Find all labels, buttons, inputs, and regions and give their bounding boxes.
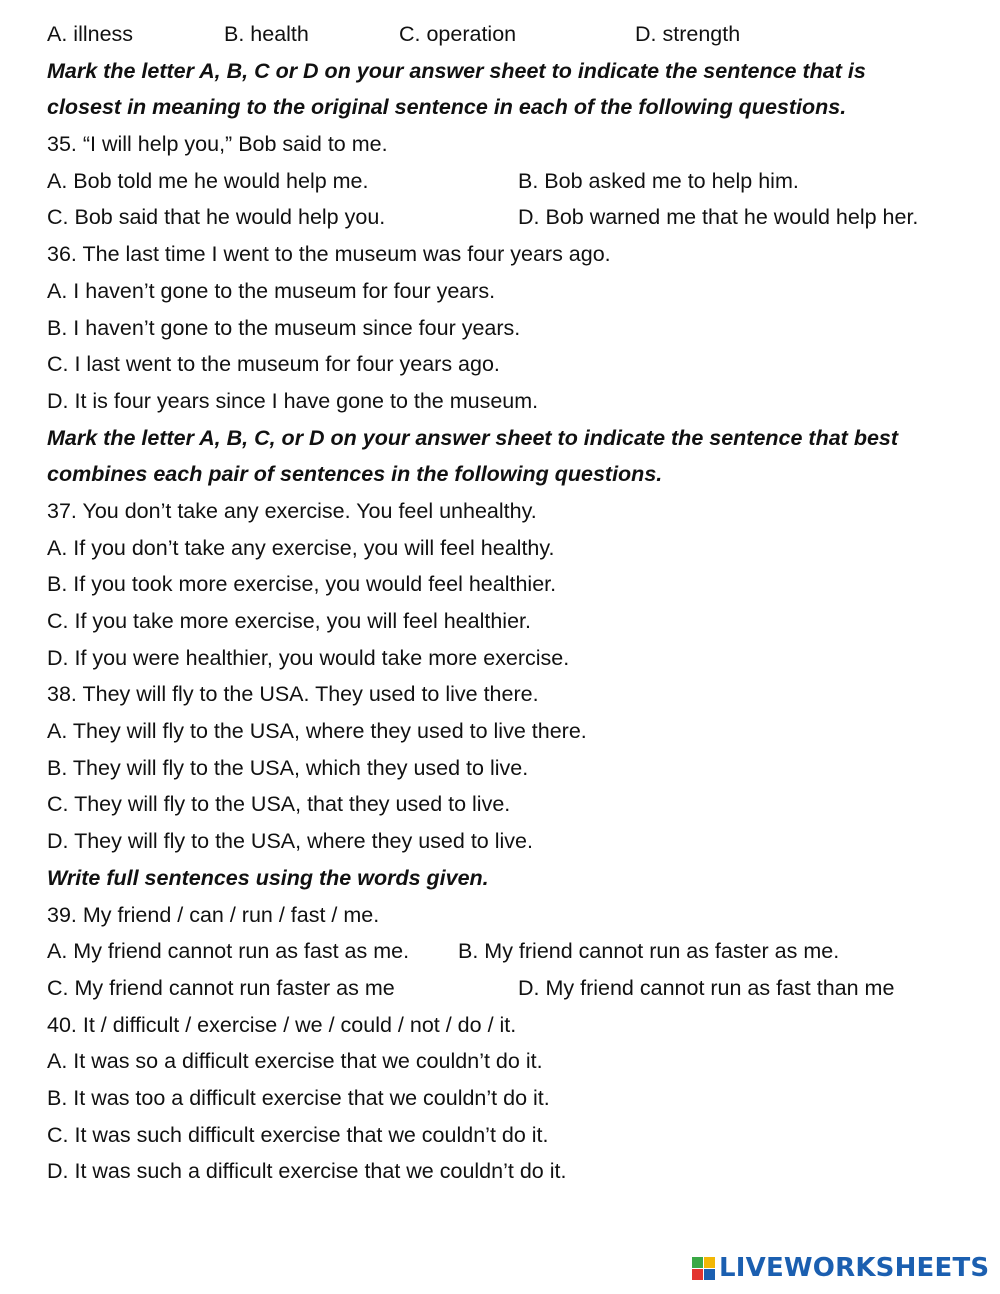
logo-square-blue [704, 1269, 715, 1280]
q34-options-row [47, 16, 987, 53]
q40-stem: 40. It / difficult / exercise / we / could / not / do / it. [47, 1012, 517, 1037]
q35-options-row-cd [47, 199, 987, 236]
q35-option-b[interactable]: B. Bob asked me to help him. [518, 168, 799, 193]
section2-instruction-line2: combines each pair of sentences in the following questions. [47, 462, 663, 487]
q35-stem: 35. “I will help you,” Bob said to me. [47, 132, 388, 157]
logo-square-green [692, 1257, 703, 1268]
q36-option-d[interactable]: D. It is four years since I have gone to the museum. [47, 388, 539, 413]
q39-option-c[interactable]: C. My friend cannot run faster as me [47, 975, 395, 1000]
q39-options-row-ab [47, 933, 987, 970]
q37-stem: 37. You don’t take any exercise. You feel unhealthy. [47, 498, 537, 523]
q34-option-a[interactable]: A. illness [47, 22, 134, 46]
q35-options-row-ab [47, 163, 987, 200]
logo-square-red [692, 1269, 703, 1280]
q34-option-d[interactable]: D. strength [635, 22, 741, 46]
q37-option-b[interactable]: B. If you took more exercise, you would feel healthier. [47, 572, 557, 597]
q39-option-a[interactable]: A. My friend cannot run as fast as me. [47, 939, 410, 964]
section2-instruction-line1: Mark the letter A, B, C, or D on your answer sheet to indicate the sentence that best [47, 425, 899, 450]
q40-option-d[interactable]: D. It was such a difficult exercise that we couldn’t do it. [47, 1159, 567, 1184]
q40-option-a[interactable]: A. It was so a difficult exercise that we couldn’t do it. [47, 1049, 543, 1074]
q39-option-b[interactable]: B. My friend cannot run as faster as me. [458, 939, 840, 964]
q35-option-c[interactable]: C. Bob said that he would help you. [47, 205, 386, 230]
q36-stem: 36. The last time I went to the museum was four years ago. [47, 242, 611, 267]
logo-text: LIVEWORKSHEETS [719, 1253, 990, 1283]
q37-option-c[interactable]: C. If you take more exercise, you will feel healthier. [47, 609, 531, 633]
q38-option-d[interactable]: D. They will fly to the USA, where they used to live. [47, 829, 533, 854]
q39-option-d[interactable]: D. My friend cannot run as fast than me [518, 975, 895, 1000]
logo-square-yellow [704, 1257, 715, 1268]
logo-squares-icon [692, 1257, 715, 1280]
q39-options-row-cd [47, 970, 987, 1007]
worksheet-page [47, 16, 987, 1190]
q39-stem: 39. My friend / can / run / fast / me. [47, 902, 380, 927]
q35-option-d[interactable]: D. Bob warned me that he would help her. [518, 205, 919, 230]
section1-instruction-line2: closest in meaning to the original sentence in each of the following questions. [47, 95, 847, 120]
q40-option-c[interactable]: C. It was such difficult exercise that we couldn’t do it. [47, 1122, 549, 1147]
q38-stem: 38. They will fly to the USA. They used to live there. [47, 682, 539, 707]
q36-option-b[interactable]: B. I haven’t gone to the museum since four years. [47, 315, 521, 340]
q34-option-b[interactable]: B. health [224, 22, 309, 46]
q38-option-a[interactable]: A. They will fly to the USA, where they used to live there. [47, 719, 587, 744]
section1-instruction-line1: Mark the letter A, B, C or D on your answer sheet to indicate the sentence that is [47, 58, 866, 83]
liveworksheets-logo [692, 1250, 989, 1286]
q38-option-b[interactable]: B. They will fly to the USA, which they used to live. [47, 755, 529, 780]
q40-option-b[interactable]: B. It was too a difficult exercise that we couldn’t do it. [47, 1085, 550, 1110]
section3-instruction: Write full sentences using the words given. [47, 865, 489, 890]
q35-option-a[interactable]: A. Bob told me he would help me. [47, 168, 369, 193]
q34-option-c[interactable]: C. operation [399, 22, 517, 46]
q36-option-c[interactable]: C. I last went to the museum for four years ago. [47, 352, 500, 377]
q37-option-d[interactable]: D. If you were healthier, you would take more exercise. [47, 645, 570, 670]
q36-option-a[interactable]: A. I haven’t gone to the museum for four years. [47, 278, 496, 303]
q38-option-c[interactable]: C. They will fly to the USA, that they used to live. [47, 792, 511, 817]
q37-option-a[interactable]: A. If you don’t take any exercise, you will feel healthy. [47, 535, 555, 560]
